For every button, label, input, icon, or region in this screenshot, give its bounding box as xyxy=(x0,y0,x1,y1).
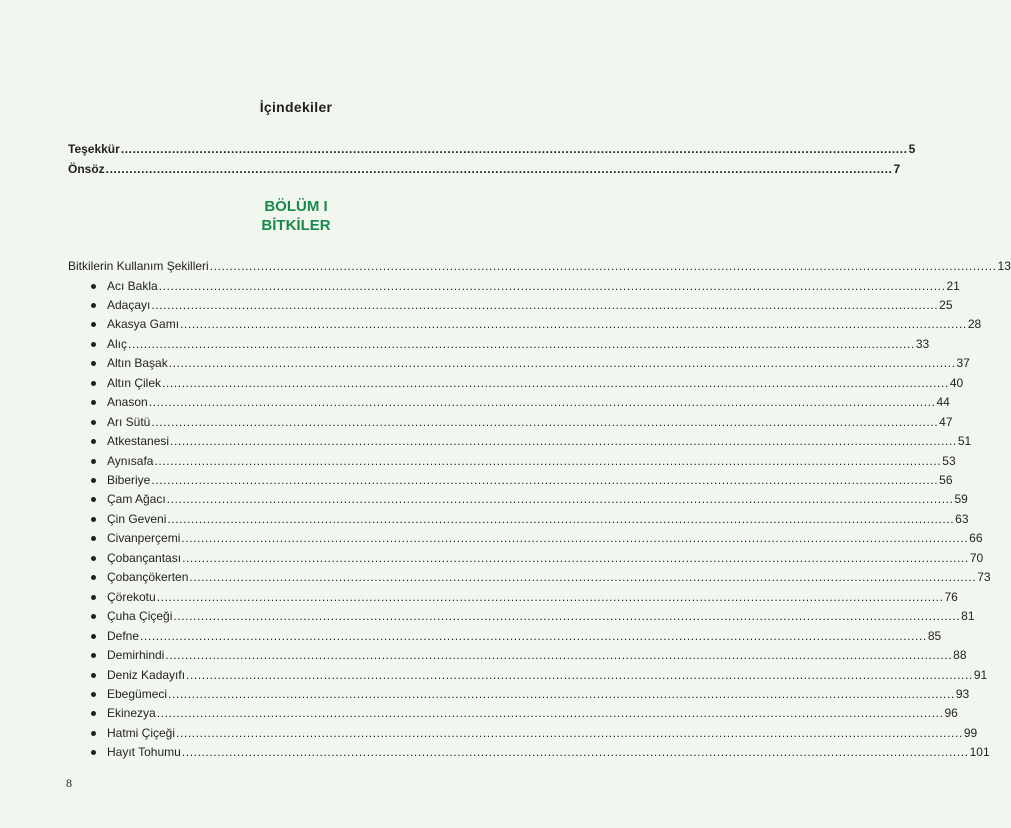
toc-entry-page: 73 xyxy=(977,570,991,585)
dot-leader: ........................................................................................................................................................................................................ xyxy=(168,686,955,701)
toc-entry-plant[interactable] xyxy=(107,473,953,487)
toc-entry-label: Defne xyxy=(107,628,140,643)
toc-entry-page: 70 xyxy=(969,550,984,565)
toc-entry-page: 5 xyxy=(908,142,916,156)
toc-entry-page: 21 xyxy=(946,278,960,293)
bullet-icon xyxy=(91,750,96,755)
dot-leader: ........................................................................................................................................................................................................ xyxy=(186,667,973,682)
toc-entry-page: 66 xyxy=(969,531,983,546)
toc-entry-label: Çin Geveni xyxy=(107,511,167,526)
bullet-icon xyxy=(91,439,96,444)
bullet-icon xyxy=(91,361,96,366)
dot-leader: ........................................................................................................................................................................................................ xyxy=(151,414,939,429)
toc-entry-plant[interactable] xyxy=(107,609,975,624)
toc-entry-page: 85 xyxy=(927,628,942,643)
dot-leader: ........................................................................................................................................................................................................ xyxy=(158,278,946,293)
toc-entry-acknowledgements[interactable] xyxy=(68,142,916,156)
toc-entry-label: Adaçayı xyxy=(107,297,151,312)
dot-leader: ........................................................................................................................................................................................................ xyxy=(176,725,963,740)
toc-entry-page: 101 xyxy=(969,745,990,760)
toc-entry-page: 51 xyxy=(957,434,972,449)
dot-leader: ........................................................................................................................................................................................................ xyxy=(156,589,944,604)
toc-entry-label: Alıç xyxy=(107,336,128,351)
toc-entry-plant[interactable] xyxy=(107,745,990,760)
bullet-icon xyxy=(91,284,96,289)
dot-leader: ........................................................................................................................................................................................................ xyxy=(140,628,927,643)
bullet-icon xyxy=(91,497,96,502)
bullet-icon xyxy=(91,400,96,405)
dot-leader: ........................................................................................................................................................................................................ xyxy=(105,162,893,176)
toc-entry-label: Demirhindi xyxy=(107,648,165,663)
bullet-icon xyxy=(91,342,96,347)
toc-entry-plant[interactable] xyxy=(107,725,978,740)
toc-entry-page: 40 xyxy=(949,375,964,390)
dot-leader: ........................................................................................................................................................................................................ xyxy=(120,142,908,156)
toc-entry-plant[interactable] xyxy=(107,628,942,643)
toc-entry-label: Anason xyxy=(107,395,148,410)
toc-entry-plant[interactable] xyxy=(107,375,964,390)
toc-entry-label: Akasya Gamı xyxy=(107,317,180,332)
section-title-heading: BİTKİLER xyxy=(261,217,331,234)
toc-entry-plant[interactable] xyxy=(107,667,988,682)
toc-entry-label: Atkestanesi xyxy=(107,434,170,449)
toc-entry-plant[interactable] xyxy=(107,414,953,429)
dot-leader: ........................................................................................................................................................................................................ xyxy=(148,395,936,410)
toc-entry-plant[interactable] xyxy=(107,297,953,312)
bullet-icon xyxy=(91,420,96,425)
dot-leader: ........................................................................................................................................................................................................ xyxy=(128,336,915,351)
dot-leader: ........................................................................................................................................................................................................ xyxy=(162,375,949,390)
toc-entry-plant[interactable] xyxy=(107,686,970,701)
dot-leader: ........................................................................................................................................................................................................ xyxy=(167,511,955,526)
toc-entry-label: Deniz Kadayıfı xyxy=(107,667,186,682)
toc-entry-label: Hayıt Tohumu xyxy=(107,745,181,760)
dot-leader: ........................................................................................................................................................................................................ xyxy=(189,570,977,585)
toc-entry-label: Ekinezya xyxy=(107,706,156,721)
toc-entry-plant[interactable] xyxy=(107,706,958,721)
bullet-icon xyxy=(91,536,96,541)
bullet-icon xyxy=(91,595,96,600)
dot-leader: ........................................................................................................................................................................................................ xyxy=(151,297,939,312)
toc-entry-page: 93 xyxy=(955,686,970,701)
toc-entry-page: 59 xyxy=(954,492,968,507)
bullet-icon xyxy=(91,459,96,464)
bullet-icon xyxy=(91,575,96,580)
toc-entry-label: Çörekotu xyxy=(107,589,156,604)
bullet-icon xyxy=(91,673,96,678)
toc-entry-page: 13 xyxy=(997,259,1011,273)
toc-entry-page: 76 xyxy=(944,589,958,604)
toc-entry-label: Çam Ağacı xyxy=(107,492,166,507)
toc-entry-page: 63 xyxy=(955,511,969,526)
toc-entry-label: Hatmi Çiçeği xyxy=(107,725,176,740)
bullet-icon xyxy=(91,556,96,561)
toc-entry-plant[interactable] xyxy=(107,336,930,351)
toc-entry-plant[interactable] xyxy=(107,648,967,663)
toc-entry-label: Altın Çilek xyxy=(107,375,162,390)
toc-entry-label: Bitkilerin Kullanım Şekilleri xyxy=(68,259,209,273)
toc-entry-plant[interactable] xyxy=(107,511,969,526)
toc-entry-page: 44 xyxy=(936,395,950,410)
toc-entry-label: Arı Sütü xyxy=(107,414,151,429)
toc-entry-label: Ebegümeci xyxy=(107,686,168,701)
bullet-icon xyxy=(91,614,96,619)
bullet-icon xyxy=(91,731,96,736)
toc-entry-plant[interactable] xyxy=(107,356,970,371)
toc-entry-page: 91 xyxy=(973,667,988,682)
toc-entry-page: 99 xyxy=(963,725,978,740)
toc-entry-plant[interactable] xyxy=(107,395,950,410)
toc-entry-page: 25 xyxy=(939,297,953,312)
dot-leader: ........................................................................................................................................................................................................ xyxy=(151,473,939,487)
bullet-icon xyxy=(91,692,96,697)
dot-leader: ........................................................................................................................................................................................................ xyxy=(181,531,969,546)
section-part-heading: BÖLÜM I xyxy=(264,198,328,215)
bullet-icon xyxy=(91,381,96,386)
bullet-icon xyxy=(91,303,96,308)
bullet-icon xyxy=(91,711,96,716)
toc-entry-label: Çobançökerten xyxy=(107,570,189,585)
dot-leader: ........................................................................................................................................................................................................ xyxy=(209,259,997,273)
bullet-icon xyxy=(91,478,96,483)
dot-leader: ........................................................................................................................................................................................................ xyxy=(156,706,944,721)
bullet-icon xyxy=(91,322,96,327)
toc-entry-label: Çobançantası xyxy=(107,550,182,565)
toc-entry-label: Civanperçemi xyxy=(107,531,181,546)
toc-entry-page: 37 xyxy=(956,356,970,371)
page-number: 8 xyxy=(66,776,72,790)
toc-entry-plant[interactable] xyxy=(107,317,982,332)
dot-leader: ........................................................................................................................................................................................................ xyxy=(170,434,957,449)
dot-leader: ........................................................................................................................................................................................................ xyxy=(154,453,942,468)
toc-entry-plant[interactable] xyxy=(107,550,984,565)
toc-entry-label: Önsöz xyxy=(68,162,105,176)
toc-entry-page: 81 xyxy=(961,609,975,624)
dot-leader: ........................................................................................................................................................................................................ xyxy=(166,492,954,507)
dot-leader: ........................................................................................................................................................................................................ xyxy=(165,648,953,663)
toc-entry-page: 7 xyxy=(893,162,901,176)
toc-entry-plant[interactable] xyxy=(107,434,972,449)
toc-entry-preface[interactable] xyxy=(68,162,901,176)
dot-leader: ........................................................................................................................................................................................................ xyxy=(180,317,967,332)
dot-leader: ........................................................................................................................................................................................................ xyxy=(168,356,956,371)
toc-entry-page: 56 xyxy=(939,473,953,487)
toc-entry-page: 33 xyxy=(915,336,930,351)
toc-entry-page: 88 xyxy=(953,648,967,663)
toc-entry-plant[interactable] xyxy=(107,531,983,546)
toc-entry-label: Biberiye xyxy=(107,473,151,487)
toc-heading: İçindekiler xyxy=(259,99,333,115)
dot-leader: ........................................................................................................................................................................................................ xyxy=(181,745,969,760)
dot-leader: ........................................................................................................................................................................................................ xyxy=(182,550,969,565)
toc-entry-label: Çuha Çiçeği xyxy=(107,609,173,624)
toc-entry-page: 53 xyxy=(942,453,956,468)
toc-entry-page: 47 xyxy=(939,414,953,429)
toc-entry-label: Teşekkür xyxy=(68,142,120,156)
toc-entry-page: 28 xyxy=(967,317,982,332)
toc-entry-plant[interactable] xyxy=(107,278,960,293)
toc-entry-plant[interactable] xyxy=(107,492,968,507)
toc-entry-plant[interactable] xyxy=(107,453,956,468)
toc-entry-plant[interactable] xyxy=(107,570,991,585)
toc-entry-label: Aynısafa xyxy=(107,453,154,468)
toc-entry-usage[interactable] xyxy=(68,259,1011,273)
bullet-icon xyxy=(91,517,96,522)
toc-entry-plant[interactable] xyxy=(107,589,958,604)
toc-entry-label: Altın Başak xyxy=(107,356,168,371)
toc-entry-label: Acı Bakla xyxy=(107,278,158,293)
dot-leader: ........................................................................................................................................................................................................ xyxy=(173,609,961,624)
toc-entry-page: 96 xyxy=(944,706,958,721)
bullet-icon xyxy=(91,653,96,658)
bullet-icon xyxy=(91,634,96,639)
